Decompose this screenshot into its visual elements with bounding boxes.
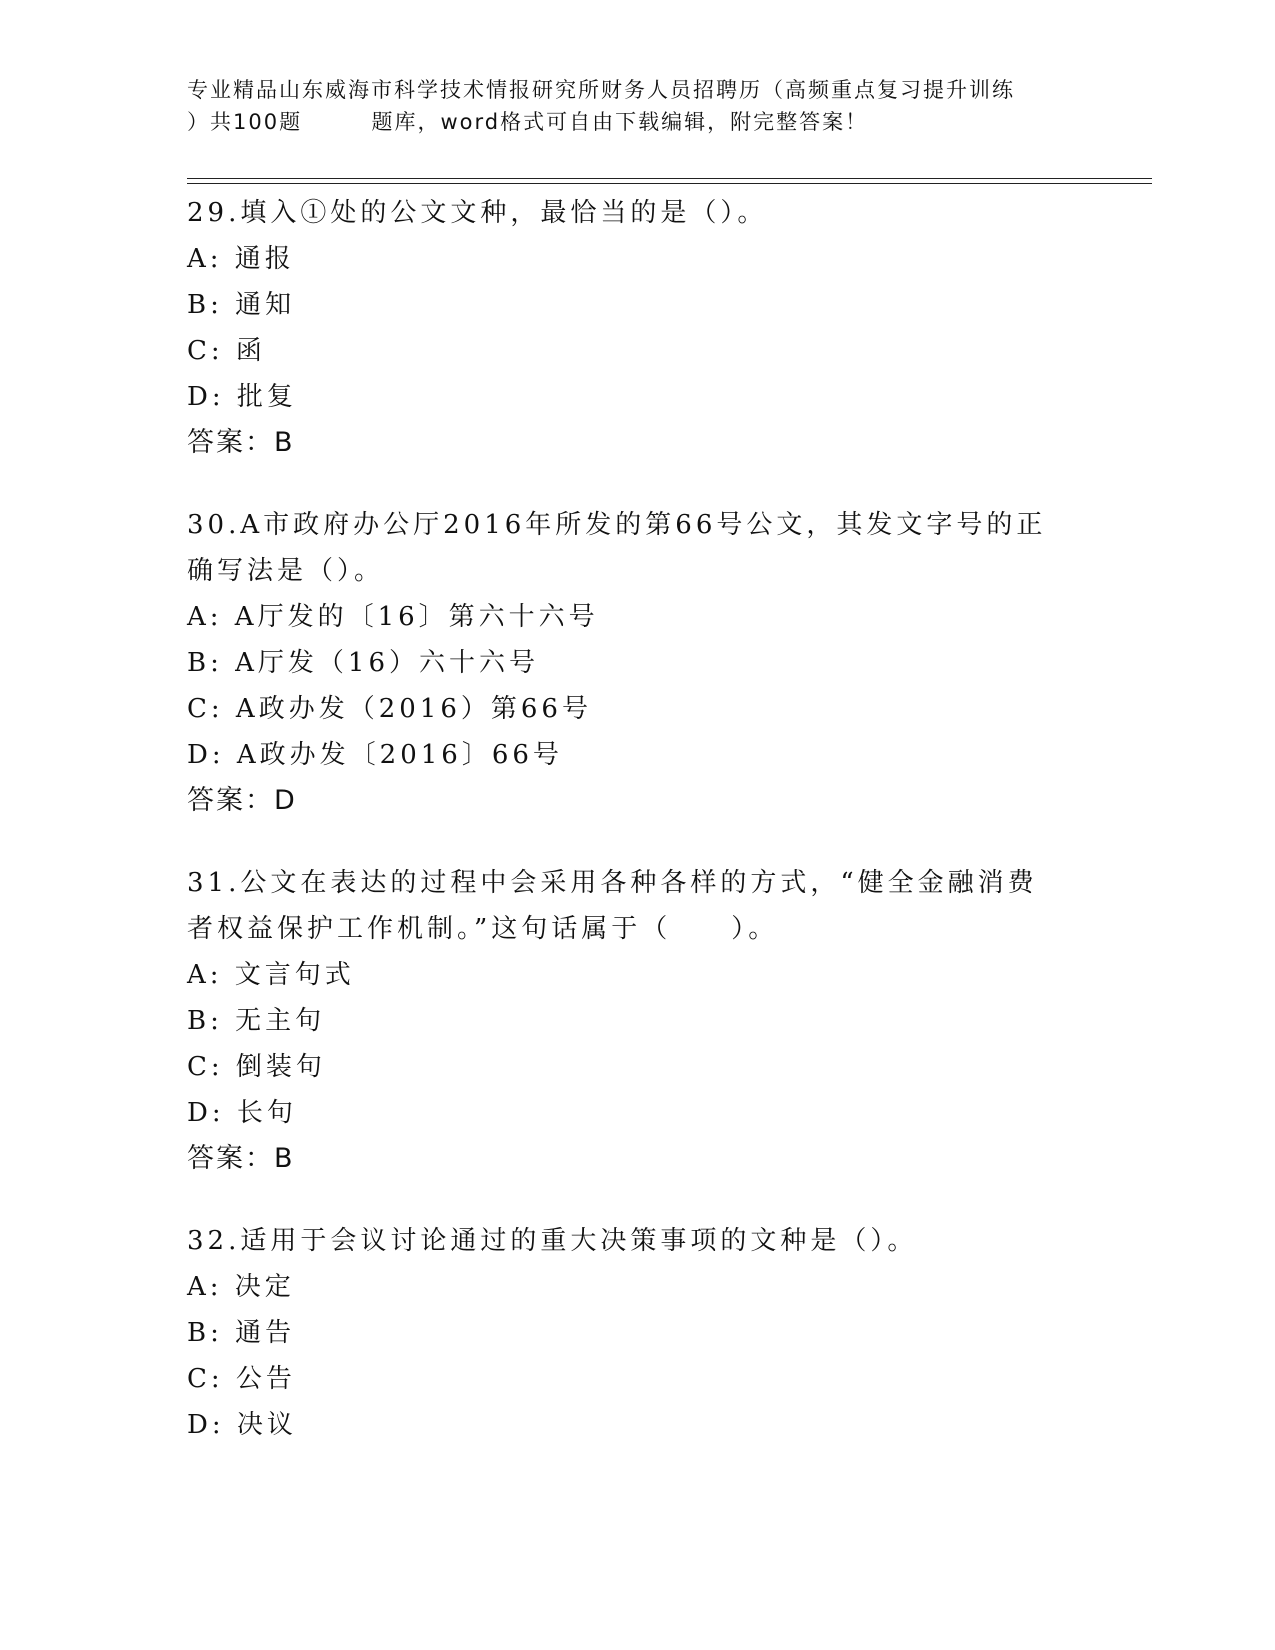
option-c: C: 函	[187, 336, 266, 366]
question-text: 32.适用于会议讨论通过的重大决策事项的文种是（）。	[187, 1226, 918, 1256]
answer-line: 答案：B	[187, 427, 295, 458]
option-a: A: 通报	[187, 244, 295, 274]
option-a: A: A厅发的〔16〕第六十六号	[187, 602, 599, 632]
question-29	[187, 190, 1087, 466]
question-30	[187, 502, 1087, 824]
option-d: D: 决议	[187, 1410, 297, 1440]
option-a: A: 文言句式	[187, 960, 355, 990]
option-b: B: 无主句	[187, 1006, 326, 1036]
option-a: A: 决定	[187, 1272, 295, 1302]
question-31	[187, 860, 1087, 1182]
header-divider-top	[187, 178, 1152, 179]
option-d: D: 长句	[187, 1098, 297, 1128]
option-d: D: 批复	[187, 382, 297, 412]
option-b: B: 通告	[187, 1318, 296, 1348]
option-b: B: A厅发（16）六十六号	[187, 648, 539, 678]
question-list	[187, 190, 1087, 1484]
header-divider-bottom	[187, 183, 1152, 184]
header-title-line2: ）共100题 题库，word格式可自由下载编辑，附完整答案！	[187, 110, 869, 134]
option-c: C: 倒装句	[187, 1052, 326, 1082]
answer-line: 答案：D	[187, 785, 297, 816]
option-c: C: A政办发（2016）第66号	[187, 694, 592, 724]
header-title-line1: 专业精品山东威海市科学技术情报研究所财务人员招聘历（高频重点复习提升训练	[187, 78, 1015, 102]
option-b: B: 通知	[187, 290, 296, 320]
option-d: D: A政办发〔2016〕66号	[187, 740, 563, 770]
option-c: C: 公告	[187, 1364, 296, 1394]
question-text: 29.填入①处的公文文种，最恰当的是（）。	[187, 198, 768, 228]
answer-line: 答案：B	[187, 1143, 295, 1174]
question-text: 31.公文在表达的过程中会采用各种各样的方式，“健全金融消费者权益保护工作机制。”这句话属于（ ）。	[187, 868, 1038, 944]
question-32	[187, 1218, 1087, 1448]
question-text: 30.A市政府办公厅2016年所发的第66号公文，其发文字号的正确写法是（）。	[187, 510, 1047, 586]
document-header	[187, 74, 1087, 138]
